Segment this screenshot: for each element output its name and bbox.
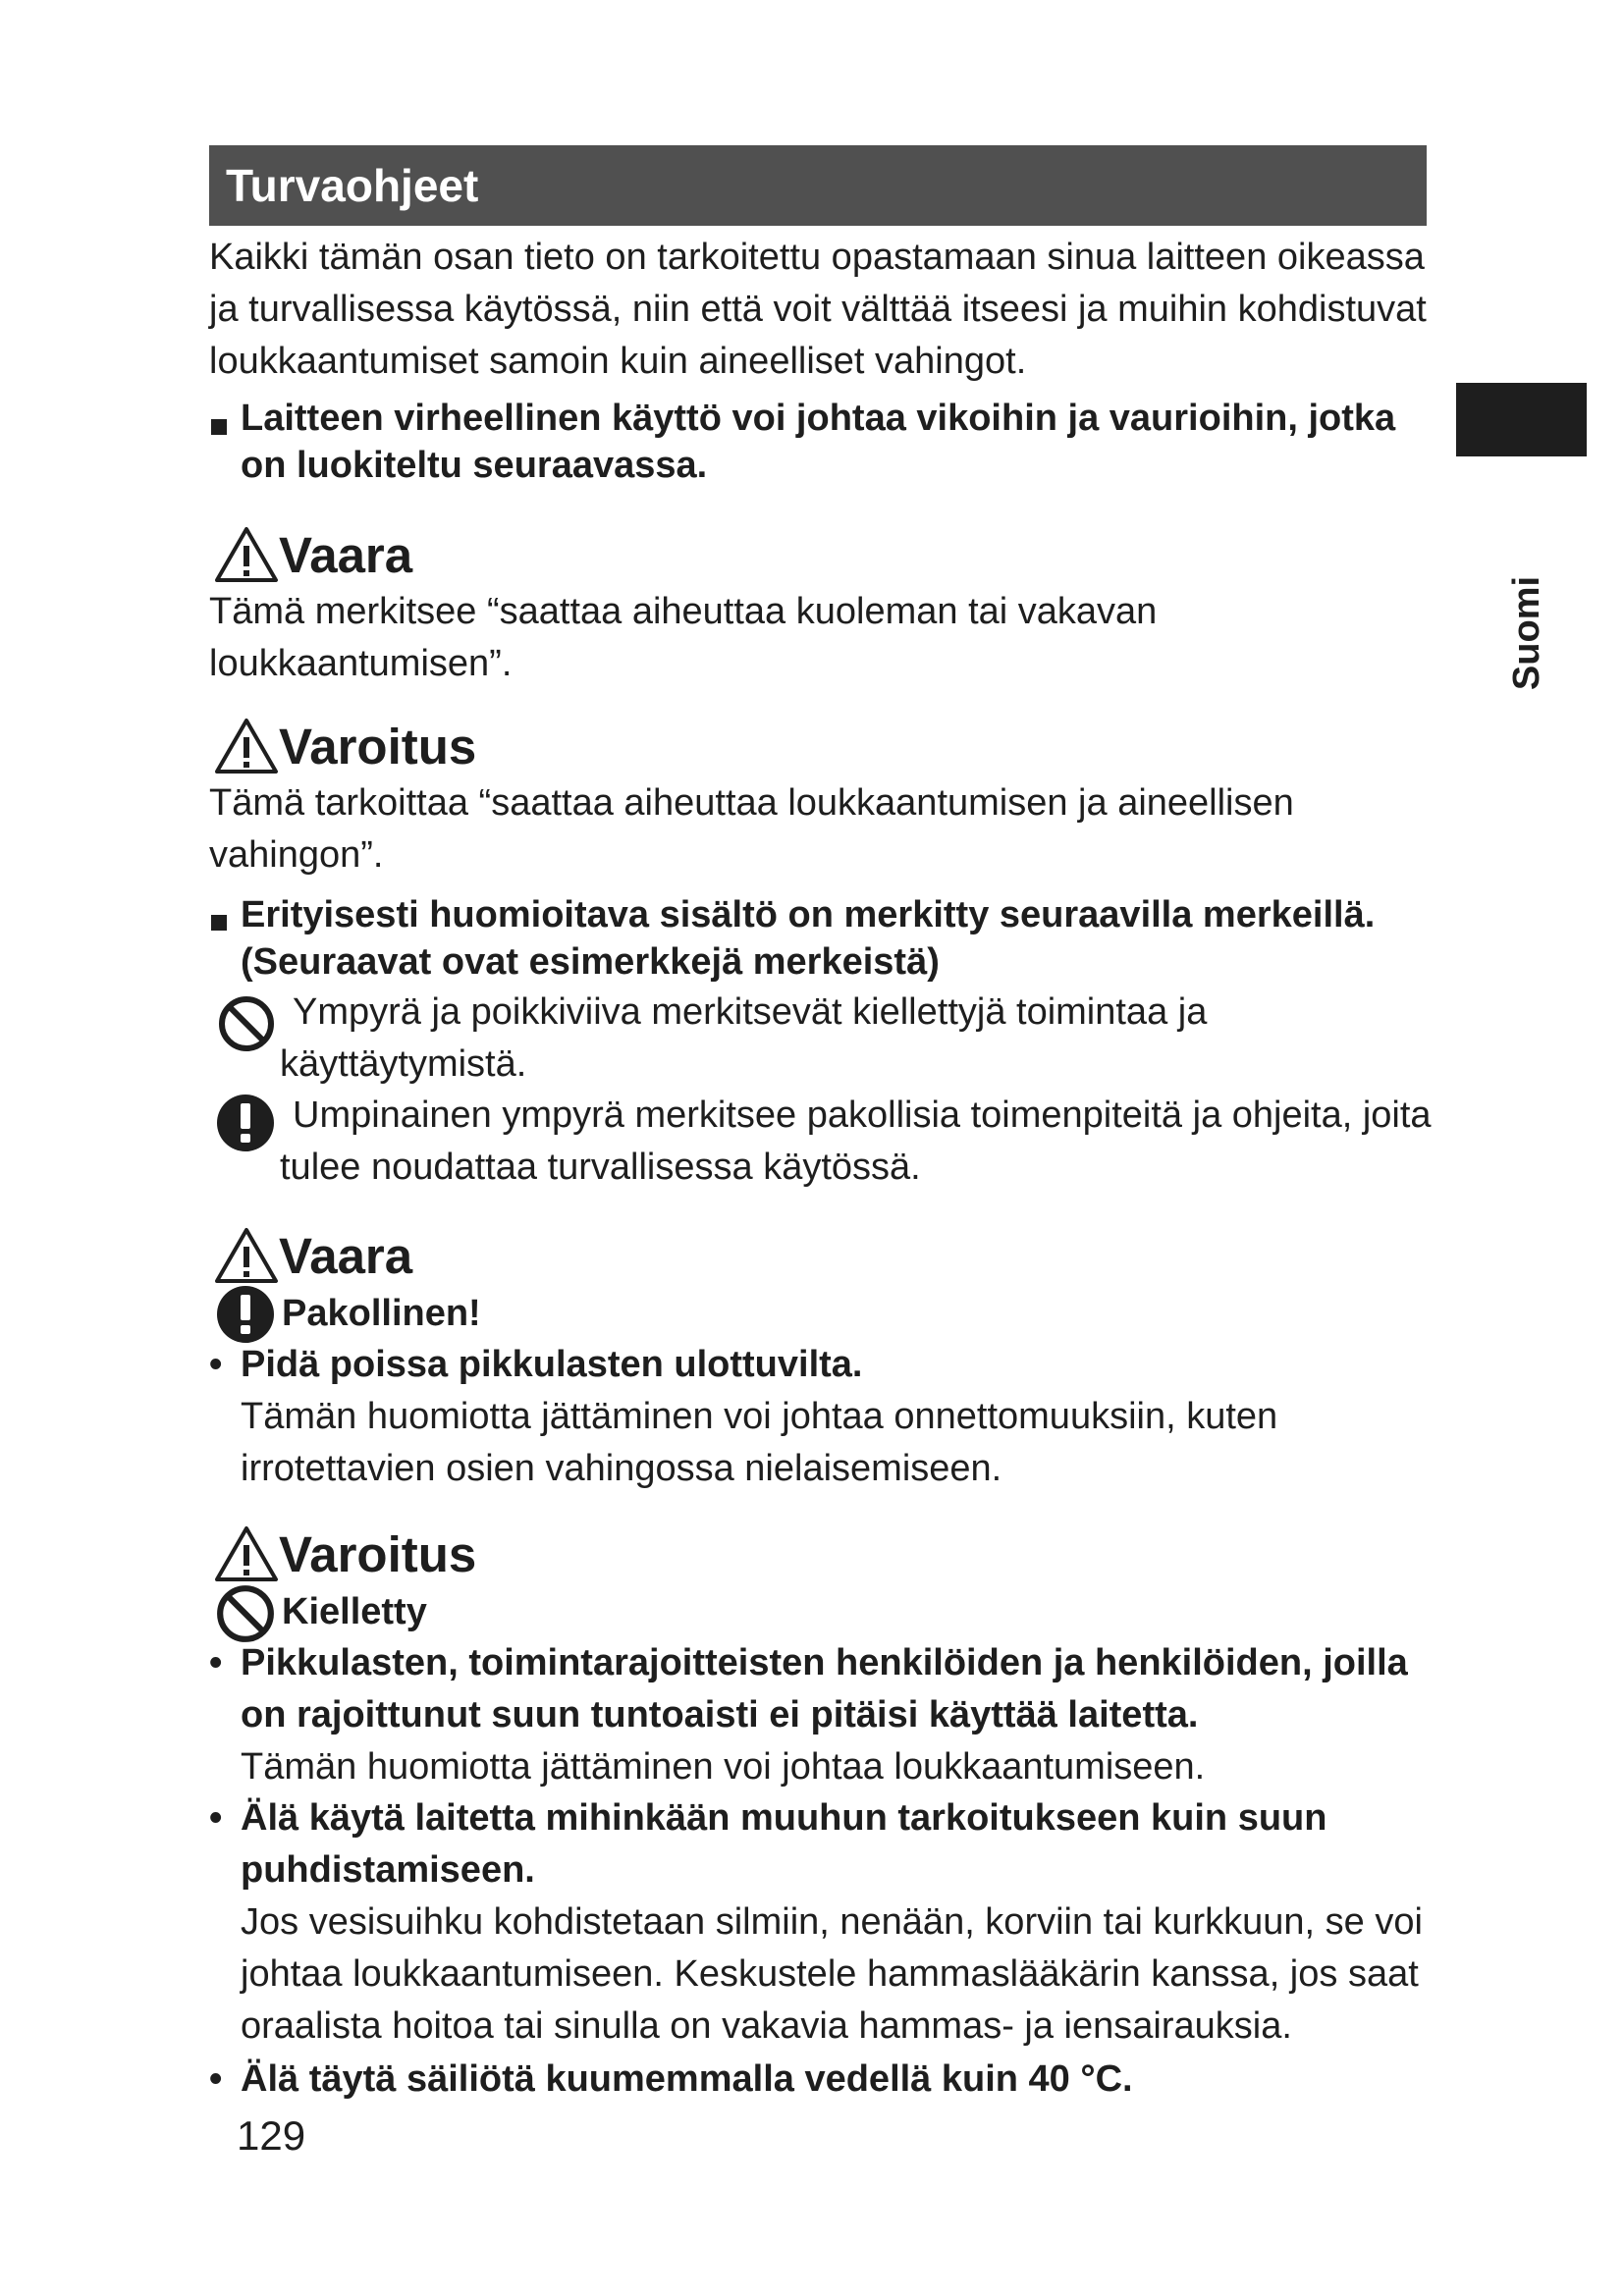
danger-section-heading: Vaara: [279, 1228, 413, 1284]
mandatory-icon: [215, 1093, 276, 1153]
page-title: Turvaohjeet: [209, 145, 1427, 226]
mandatory-icon: [215, 1284, 276, 1345]
warning-item-line: Tämän huomiotta jättäminen voi johtaa loukkaantumiseen.: [241, 1746, 1206, 1788]
prohibited-line: käyttäytymistä.: [280, 1043, 527, 1085]
square-bullet-icon: [211, 419, 227, 440]
danger-definition-line: Tämä merkitsee “saattaa aiheuttaa kuoleman tai vakavan: [209, 591, 1158, 632]
danger-bullet-line: irrotettavien osien vahingossa nielaisemiseen.: [241, 1448, 1002, 1489]
warning-item-title-line: Älä täytä säiliötä kuumemmalla vedellä kuin 40 °C.: [241, 2058, 1133, 2100]
warning-item-title-line: Pikkulasten, toimintarajoitteisten henkilöiden ja henkilöiden, joilla: [241, 1642, 1408, 1683]
prohibited-icon: [217, 994, 276, 1053]
danger-definition-heading: Vaara: [279, 527, 413, 583]
prohibited-explanation-cont: [280, 1039, 1419, 1091]
mandatory-explanation: [293, 1090, 1441, 1142]
bullet-dot: •: [209, 1344, 223, 1385]
warning-item-text: [241, 1741, 1429, 1793]
mandatory-line: Umpinainen ympyrä merkitsee pakollisia toimenpiteitä ja ohjeita, joita: [293, 1095, 1432, 1136]
warning-item-title-line: Älä käytä laitetta mihinkään muuhun tarkoitukseen kuin suun: [241, 1797, 1327, 1839]
mandatory-explanation-cont: [280, 1142, 1429, 1194]
warning-item-title-line: puhdistamiseen.: [241, 1849, 535, 1891]
prohibited-line: Ympyrä ja poikkiviiva merkitsevät kiellettyjä toimintaa ja: [293, 991, 1208, 1033]
symbols-line: (Seuraavat ovat esimerkkejä merkeistä): [241, 941, 940, 983]
symbols-note: [241, 891, 1419, 986]
mandatory-label: Pakollinen!: [282, 1293, 481, 1334]
prohibited-label: Kielletty: [282, 1591, 427, 1632]
warning-definition-text: [209, 777, 1436, 881]
warning-item-title: [241, 2054, 1429, 2106]
warning-section-heading: Varoitus: [279, 1526, 477, 1582]
danger-bullet-text: [241, 1391, 1419, 1495]
intro-line: Kaikki tämän osan tieto on tarkoitettu opastamaan sinua laitteen oikeassa: [209, 237, 1425, 278]
intro-paragraph: [209, 232, 1436, 388]
danger-definition-text: [209, 586, 1436, 690]
warning-item-line: Jos vesisuihku kohdistetaan silmiin, nenään, korviin tai kurkkuun, se voi: [241, 1901, 1423, 1943]
prohibited-explanation: [293, 987, 1432, 1039]
square-bullet-icon: [211, 915, 227, 935]
warning-item-title-line: on rajoittunut suun tuntoaisti ei pitäisi käyttää laitetta.: [241, 1694, 1199, 1735]
misuse-line: Laitteen virheellinen käyttö voi johtaa vikoihin ja vaurioihin, jotka: [241, 398, 1396, 439]
warning-item-text: [241, 1896, 1429, 2053]
danger-bullet-title: Pidä poissa pikkulasten ulottuvilta.: [241, 1344, 863, 1385]
warning-triangle-icon: [214, 1227, 279, 1284]
bullet-dot: •: [209, 2058, 223, 2100]
bullet-dot: •: [209, 1642, 223, 1683]
misuse-line: on luokiteltu seuraavassa.: [241, 445, 708, 486]
language-tab-label: Suomi: [1506, 575, 1547, 691]
warning-definition-line: vahingon”.: [209, 834, 384, 876]
language-tab-marker: [1456, 383, 1587, 456]
page-number: 129: [237, 2112, 306, 2159]
symbols-line: Erityisesti huomioitava sisältö on merkitty seuraavilla merkeillä.: [241, 894, 1376, 935]
mandatory-line: tulee noudattaa turvallisessa käytössä.: [280, 1147, 921, 1188]
danger-bullet-line: Tämän huomiotta jättäminen voi johtaa onnettomuuksiin, kuten: [241, 1396, 1278, 1437]
warning-item-line: oraalista hoitoa tai sinulla on vakavia hammas- ja iensairauksia.: [241, 2005, 1292, 2047]
intro-line: ja turvallisessa käytössä, niin että voit välttää itseesi ja muihin kohdistuvat: [209, 289, 1427, 330]
warning-triangle-icon: [214, 1525, 279, 1582]
intro-line: loukkaantumiset samoin kuin aineelliset vahingot.: [209, 341, 1027, 382]
prohibited-icon: [215, 1583, 276, 1644]
warning-triangle-icon: [214, 526, 279, 583]
warning-triangle-icon: [214, 718, 279, 774]
warning-definition-line: Tämä tarkoittaa “saattaa aiheuttaa loukkaantumisen ja aineellisen: [209, 782, 1294, 824]
warning-item-line: johtaa loukkaantumiseen. Keskustele hammaslääkärin kanssa, jos saat: [241, 1953, 1419, 1995]
misuse-note: [241, 395, 1419, 489]
bullet-dot: •: [209, 1797, 223, 1839]
warning-item-title: [241, 1792, 1429, 1896]
warning-item-title: [241, 1637, 1429, 1741]
danger-definition-line: loukkaantumisen”.: [209, 643, 513, 684]
warning-definition-heading: Varoitus: [279, 719, 477, 774]
